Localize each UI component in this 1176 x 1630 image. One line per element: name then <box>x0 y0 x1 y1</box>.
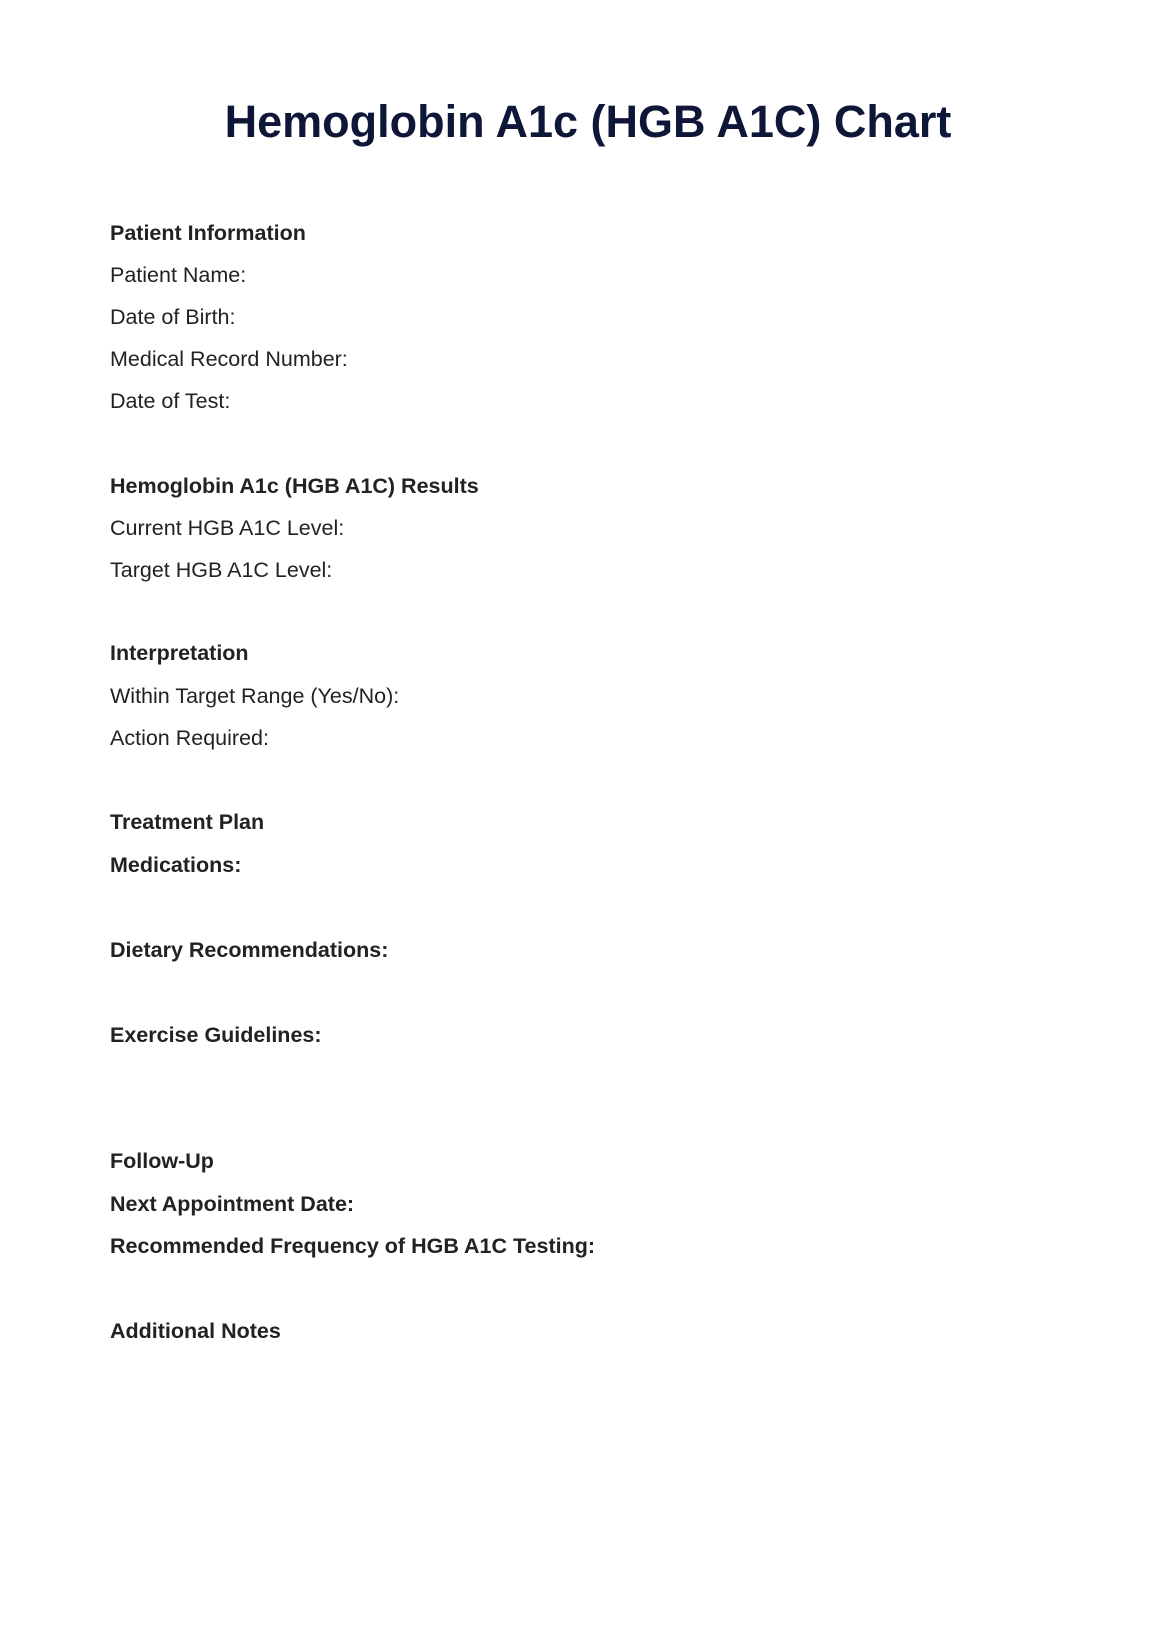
field-exercise-guidelines: Exercise Guidelines: <box>110 1023 322 1047</box>
field-patient-name: Patient Name: <box>110 263 247 287</box>
field-dietary-recommendations: Dietary Recommendations: <box>110 938 389 962</box>
page-title: Hemoglobin A1c (HGB A1C) Chart <box>224 96 952 147</box>
field-date-of-birth: Date of Birth: <box>110 305 236 329</box>
section-heading-interpretation: Interpretation <box>110 641 249 665</box>
section-heading-follow-up: Follow-Up <box>110 1149 214 1173</box>
field-target-hgb-a1c-level: Target HGB A1C Level: <box>110 558 333 582</box>
field-next-appointment-date: Next Appointment Date: <box>110 1192 355 1216</box>
field-within-target-range: Within Target Range (Yes/No): <box>110 684 400 708</box>
section-heading-additional-notes: Additional Notes <box>110 1319 281 1343</box>
field-action-required: Action Required: <box>110 726 269 750</box>
section-heading-results: Hemoglobin A1c (HGB A1C) Results <box>110 474 479 498</box>
section-heading-treatment-plan: Treatment Plan <box>110 810 265 834</box>
field-medical-record-number: Medical Record Number: <box>110 347 348 371</box>
section-heading-patient-information: Patient Information <box>110 221 306 245</box>
field-recommended-frequency: Recommended Frequency of HGB A1C Testing: <box>110 1234 596 1258</box>
field-medications: Medications: <box>110 853 242 877</box>
field-date-of-test: Date of Test: <box>110 389 231 413</box>
field-current-hgb-a1c-level: Current HGB A1C Level: <box>110 516 345 540</box>
